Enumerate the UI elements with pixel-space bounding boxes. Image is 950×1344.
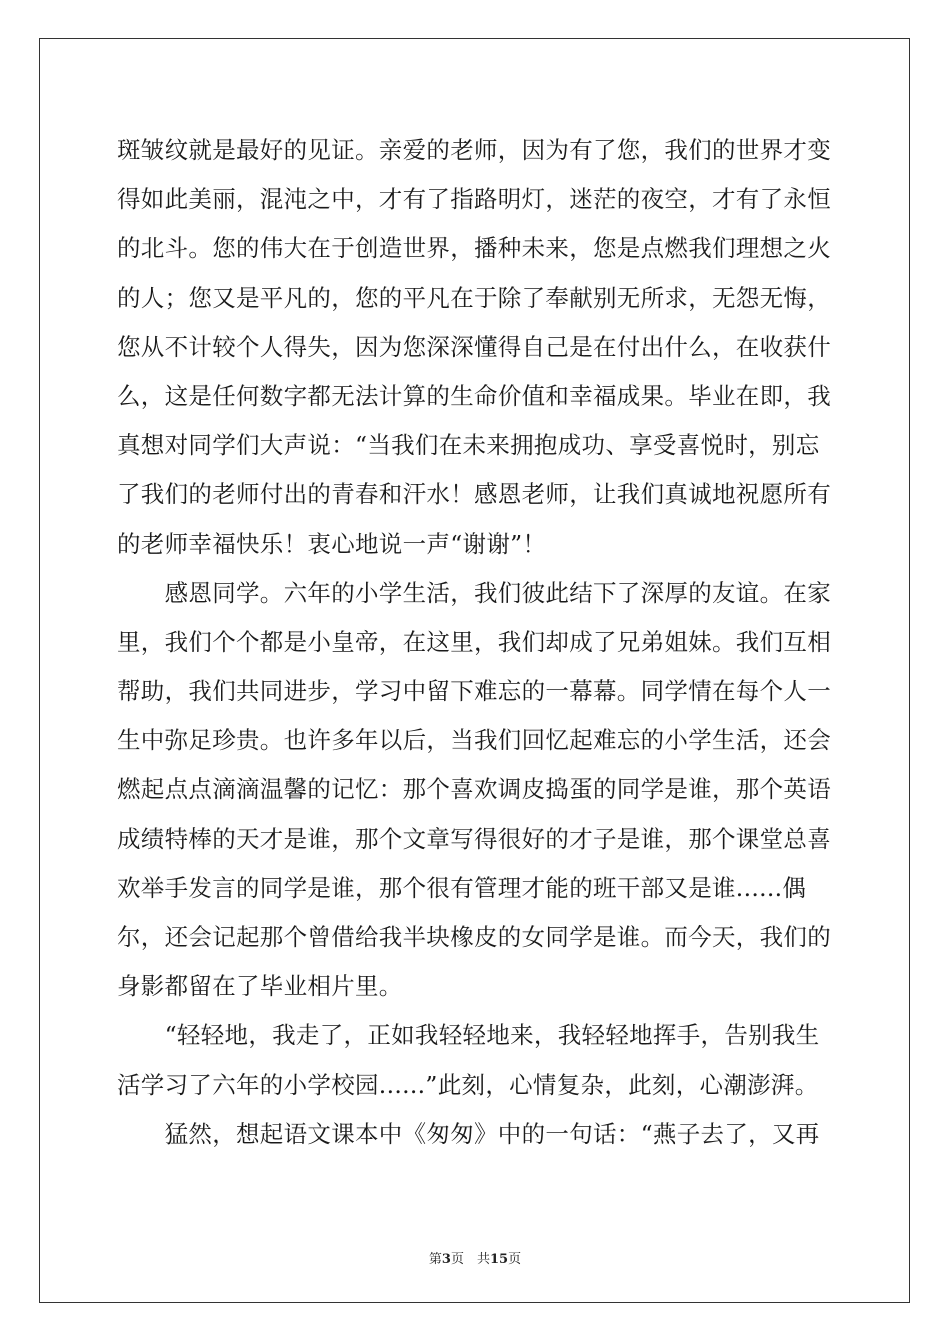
text-line: 您从不计较个人得失，因为您深深懂得自己是在付出什么，在收获什 xyxy=(117,332,831,361)
text-line: “轻轻地，我走了，正如我轻轻地来，我轻轻地挥手，告别我生 xyxy=(117,1021,820,1050)
text-line: 的老师幸福快乐！衷心地说一声“谢谢”！ xyxy=(117,529,547,558)
text-line: 生中弥足珍贵。也许多年以后，当我们回忆起难忘的小学生活，还会 xyxy=(117,726,831,755)
document-body xyxy=(117,126,837,1159)
page-current: 3 xyxy=(441,1252,451,1267)
text-line: 尔，还会记起那个曾借给我半块橡皮的女同学是谁。而今天，我们的 xyxy=(117,923,831,951)
page-total: 15 xyxy=(489,1252,509,1267)
text-line: 猛然，想起语文课本中《匆匆》中的一句话：“燕子去了，又再 xyxy=(117,1119,820,1148)
text-line: 的人；您又是平凡的，您的平凡在于除了奉献别无所求，无怨无悔， xyxy=(117,283,831,312)
text-line: 燃起点点滴滴温馨的记忆：那个喜欢调皮捣蛋的同学是谁，那个英语 xyxy=(117,775,831,804)
text-line: 成绩特棒的天才是谁，那个文章写得很好的才子是谁，那个课堂总喜 xyxy=(117,824,831,853)
text-line: 斑皱纹就是最好的见证。亲爱的老师，因为有了您，我们的世界才变 xyxy=(117,136,831,164)
page-mid: 页 共 xyxy=(450,1252,490,1267)
text-line: 么，这是任何数字都无法计算的生命价值和幸福成果。毕业在即，我 xyxy=(117,381,831,410)
text-line: 身影都留在了毕业相片里。 xyxy=(117,972,403,1001)
text-line: 活学习了六年的小学校园......”此刻，心情复杂，此刻，心潮澎湃。 xyxy=(117,1070,819,1099)
text-line: 真想对同学们大声说：“当我们在未来拥抱成功、享受喜悦时，别忘 xyxy=(117,431,820,460)
text-line: 了我们的老师付出的青春和汗水！感恩老师，让我们真诚地祝愿所有 xyxy=(117,480,831,509)
text-line: 得如此美丽，混沌之中，才有了指路明灯，迷茫的夜空，才有了永恒 xyxy=(117,185,831,214)
text-line: 帮助，我们共同进步，学习中留下难忘的一幕幕。同学情在每个人一 xyxy=(117,677,831,706)
page-suffix: 页 xyxy=(508,1252,522,1267)
text-line: 里，我们个个都是小皇帝，在这里，我们却成了兄弟姐妹。我们互相 xyxy=(117,627,831,656)
text-line: 感恩同学。六年的小学生活，我们彼此结下了深厚的友谊。在家 xyxy=(117,578,831,607)
page-prefix: 第 xyxy=(428,1252,442,1267)
text-line: 欢举手发言的同学是谁，那个很有管理才能的班干部又是谁......偶 xyxy=(117,873,807,902)
text-line: 的北斗。您的伟大在于创造世界，播种未来，您是点燃我们理想之火 xyxy=(117,234,831,263)
page-footer xyxy=(0,1248,950,1267)
